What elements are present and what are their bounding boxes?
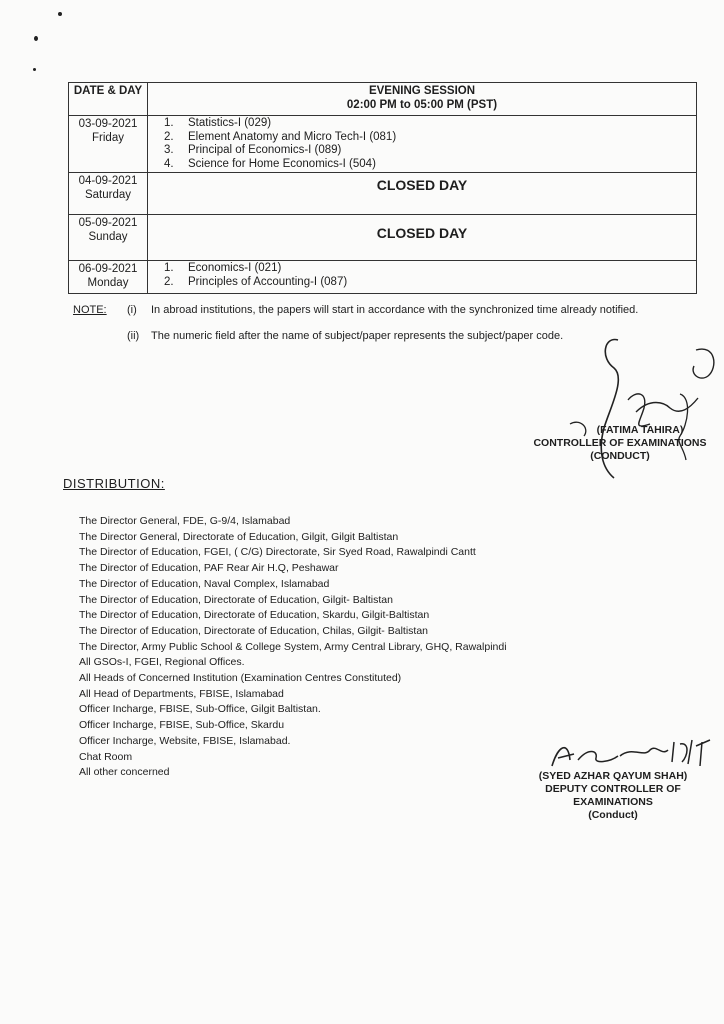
day: Saturday: [84, 189, 132, 201]
list-item: [164, 131, 692, 145]
list-item: Officer Incharge, FBISE, Sub-Office, Skardu: [79, 719, 285, 732]
table-row: [69, 261, 697, 294]
closed-day-cell: CLOSED DAY: [148, 215, 697, 261]
subjects-cell: [148, 261, 697, 294]
list-item: [164, 117, 692, 131]
item-number: 1.: [164, 117, 174, 129]
list-item: All Heads of Concerned Institution (Examination Centres Constituted): [79, 672, 402, 685]
table-header-row: [69, 83, 697, 116]
subject-name: Principal of Economics-I (089): [188, 144, 342, 156]
signatory-subtitle: (Conduct): [588, 809, 638, 821]
exam-schedule-table: [68, 82, 697, 294]
subjects-cell: [148, 116, 697, 173]
subject-name: Element Anatomy and Micro Tech-I (081): [188, 130, 397, 143]
item-number: 2.: [164, 275, 174, 288]
note-text: The numeric field after the name of subject/paper represents the subject/paper code.: [151, 330, 564, 342]
date: 06-09-2021: [78, 263, 138, 275]
list-item: The Director General, Directorate of Education, Gilgit, Gilgit Baltistan: [79, 530, 399, 543]
signature-block-deputy-controller: [504, 770, 722, 822]
subject-name: Statistics-I (029): [188, 117, 272, 129]
date: 03-09-2021: [78, 118, 138, 130]
list-item: [164, 262, 692, 276]
signatory-name: (FATIMA TAHIRA): [596, 424, 684, 436]
distribution-heading: DISTRIBUTION:: [63, 476, 165, 491]
list-item: The Director General, FDE, G-9/4, Islamabad: [79, 515, 291, 527]
list-item: Chat Room: [79, 750, 133, 763]
closed-day-cell: CLOSED DAY: [148, 173, 697, 215]
subject-list: [152, 117, 692, 171]
signature-1-scribble-icon: [540, 328, 720, 488]
date: 04-09-2021: [78, 175, 138, 187]
list-item: The Director of Education, Directorate of Education, Skardu, Gilgit-Baltistan: [79, 609, 430, 622]
day: Sunday: [88, 231, 128, 243]
table-row: [69, 173, 697, 215]
list-item: All GSOs-I, FGEI, Regional Offices.: [79, 656, 245, 669]
list-item: [164, 276, 692, 290]
list-item: The Director of Education, Directorate of Education, Gilgit- Baltistan: [79, 593, 393, 606]
signatory-subtitle: (CONDUCT): [590, 450, 650, 462]
subject-name: Economics-I (021): [188, 262, 282, 274]
scan-speck: [58, 12, 62, 16]
item-number: 4.: [164, 157, 174, 170]
note-number: (i): [127, 304, 137, 316]
signatory-title: CONTROLLER OF EXAMINATIONS: [533, 437, 707, 449]
note-item: [73, 303, 693, 317]
signature-block-controller: [520, 424, 720, 463]
table-row: [69, 215, 697, 261]
date: 05-09-2021: [78, 217, 138, 229]
header-date: DATE & DAY: [69, 83, 148, 116]
list-item: The Director, Army Public School & College System, Army Central Library, GHQ, Rawalpindi: [79, 640, 507, 653]
signatory-name: (SYED AZHAR QAYUM SHAH): [538, 770, 688, 782]
list-item: Officer Incharge, Website, FBISE, Islamabad.: [79, 734, 291, 747]
list-item: All Head of Departments, FBISE, Islamabad: [79, 687, 284, 700]
date-cell: [69, 173, 148, 215]
item-number: 3.: [164, 144, 174, 156]
list-item: The Director of Education, PAF Rear Air H.Q, Peshawar: [79, 562, 339, 575]
date-cell: [69, 261, 148, 294]
date-cell: [69, 215, 148, 261]
session-time: 02:00 PM to 05:00 PM (PST): [346, 99, 498, 111]
day: Friday: [92, 132, 124, 144]
note-text: In abroad institutions, the papers will start in accordance with the synchronized time already notified.: [151, 304, 639, 316]
subject-name: Principles of Accounting-I (087): [188, 275, 348, 288]
signatory-title: DEPUTY CONTROLLER OF EXAMINATIONS: [545, 783, 681, 808]
note-label-spacer: [73, 329, 127, 343]
item-number: 1.: [164, 262, 174, 274]
header-session: [148, 83, 697, 116]
list-item: Officer Incharge, FBISE, Sub-Office, Gilgit Baltistan.: [79, 703, 321, 716]
session-title: EVENING SESSION: [368, 85, 476, 97]
scan-speck: [33, 68, 36, 71]
table-row: [69, 116, 697, 173]
subject-list: [152, 262, 692, 289]
list-item: The Director of Education, Directorate of Education, Chilas, Gilgit- Baltistan: [79, 624, 428, 637]
list-item: The Director of Education, FGEI, ( C/G) Directorate, Sir Syed Road, Rawalpindi Cantt: [79, 546, 476, 559]
note-number: (ii): [127, 330, 140, 342]
subject-name: Science for Home Economics-I (504): [188, 157, 376, 170]
scan-speck: [34, 36, 38, 41]
note-label: NOTE:: [73, 304, 107, 316]
item-number: 2.: [164, 130, 174, 143]
distribution-list: [79, 514, 507, 781]
list-item: The Director of Education, Naval Complex, Islamabad: [79, 577, 330, 590]
list-item: All other concerned: [79, 766, 170, 779]
list-item: [164, 144, 692, 158]
list-item: [164, 158, 692, 172]
day: Monday: [87, 277, 129, 289]
date-cell: [69, 116, 148, 173]
